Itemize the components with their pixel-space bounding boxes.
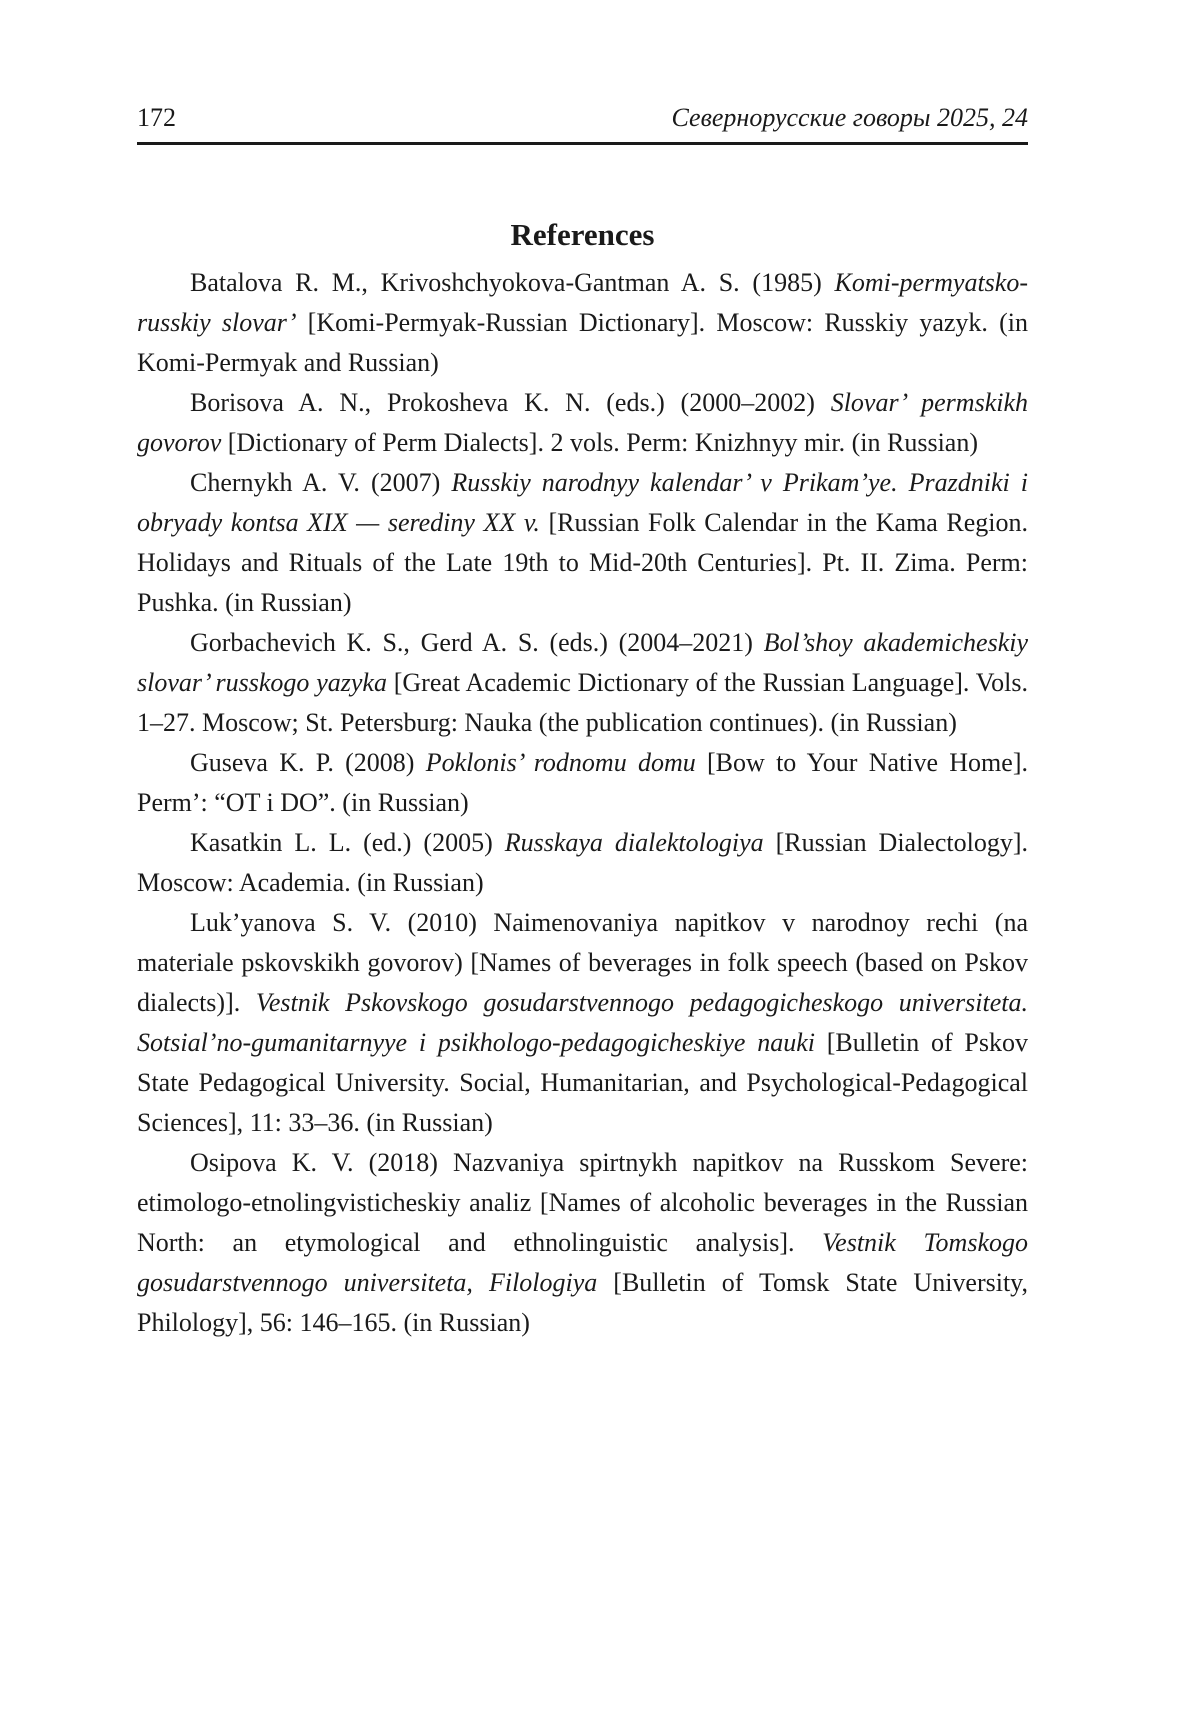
journal-title: Севернорусские говоры 2025, 24 (671, 103, 1028, 132)
ref-text: Gorbachevich K. S., Gerd A. S. (eds.) (2004–2021) (190, 628, 764, 657)
ref-text: Luk’yanova S. V. (2010) Naimenovaniya napitkov v narodnoy rechi (na materiale pskovskikh govorov) [Names of beverages in folk speech (based on Pskov dialects)]. (137, 908, 1028, 1017)
reference-entry (137, 823, 1028, 903)
section-heading: References (510, 217, 655, 252)
ref-title: Poklonis’ rodnomu domu (425, 748, 696, 777)
ref-title: Slovar’ permskikh govorov (137, 388, 1028, 457)
reference-entry (137, 463, 1028, 623)
ref-text: Kasatkin L. L. (ed.) (2005) (190, 828, 505, 857)
reference-entry (137, 383, 1028, 463)
ref-title: Vestnik Tomskogo gosudarstvennogo universiteta, Filologiya (137, 1228, 1028, 1297)
references-section (137, 213, 1028, 1343)
ref-text: [Bulletin of Tomsk State University, Philology], 56: 146–165. (in Russian) (137, 1268, 1028, 1337)
reference-entry (137, 263, 1028, 383)
ref-title: Bol’shoy akademicheskiy slovar’ russkogo yazyka (137, 628, 1028, 697)
ref-text: [Russian Folk Calendar in the Kama Region. Holidays and Rituals of the Late 19th to Mid-20th Centuries]. Pt. II. Zima. Perm: Pushka. (in Russian) (137, 508, 1029, 617)
ref-text: [Bulletin of Pskov State Pedagogical University. Social, Humanitarian, and Psychological-Pedagogical Sciences], 11: 33–36. (in Russian) (137, 1028, 1029, 1137)
page-number: 172 (137, 103, 176, 132)
reference-entry (137, 1143, 1028, 1343)
ref-text: Chernykh A. V. (2007) (190, 468, 452, 497)
ref-text: [Great Academic Dictionary of the Russian Language]. Vols. 1–27. Moscow; St. Petersburg: Nauka (the publication continues). (in Russian) (137, 668, 1028, 737)
ref-text: [Komi-Permyak-Russian Dictionary]. Moscow: Russkiy yazyk. (in Komi-Permyak and Russian) (137, 308, 1028, 377)
reference-entry (137, 903, 1028, 1143)
ref-title: Russkaya dialektologiya (504, 828, 764, 857)
reference-entry (137, 743, 1028, 823)
ref-text: Batalova R. M., Krivoshchyokova-Gantman A. S. (1985) (190, 268, 835, 297)
ref-text: Guseva K. P. (2008) (190, 748, 426, 777)
running-head (137, 100, 1028, 145)
ref-text: Borisova A. N., Prokosheva K. N. (eds.) (2000–2002) (190, 388, 831, 417)
ref-title: Russkiy narodnyy kalendar’ v Prikam’ye. Prazdniki i obryady kontsa XIX — serediny XX v. (137, 468, 1029, 537)
ref-text: [Dictionary of Perm Dialects]. 2 vols. Perm: Knizhnyy mir. (in Russian) (221, 428, 979, 457)
ref-title: Komi-permyatsko-russkiy slovar’ (137, 268, 1028, 337)
ref-text: Osipova K. V. (2018) Nazvaniya spirtnykh napitkov na Russkom Severe: etimologo-etnolingvisticheskiy analiz [Names of alcoholic beverages in the Russian North: an etymological and ethnolinguistic analysis]. (137, 1148, 1028, 1257)
ref-text: [Bow to Your Native Home]. Perm’: “OT i DO”. (in Russian) (137, 748, 1028, 817)
ref-title: Vestnik Pskovskogo gosudarstvennogo pedagogicheskogo universiteta. Sotsial’no-gumanitarnyye i psikhologo-pedagogicheskiye nauki (137, 988, 1028, 1057)
ref-text: [Russian Dialectology]. Moscow: Academia. (in Russian) (137, 828, 1028, 897)
reference-entry (137, 623, 1028, 743)
